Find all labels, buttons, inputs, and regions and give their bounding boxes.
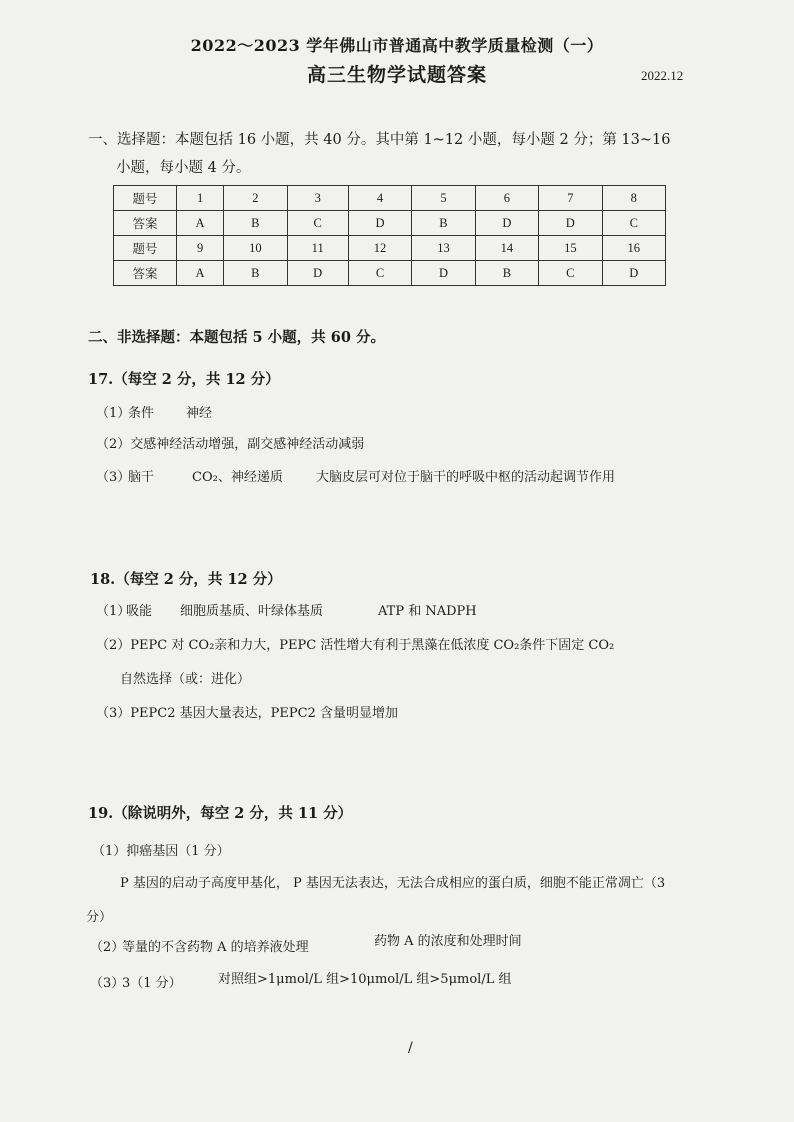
q19-answer-2a: 等量的不含药物 A 的培养液处理 xyxy=(122,940,309,955)
table-cell: 11 xyxy=(287,236,348,261)
table-cell: D xyxy=(602,261,665,286)
q17-answer-3a: 脑干 xyxy=(128,470,155,485)
q19-answer-3-number: （3） xyxy=(90,976,125,991)
table-cell: D xyxy=(287,261,348,286)
table-cell: C xyxy=(539,261,602,286)
q17-answer-2: （2）交感神经活动增强，副交感神经活动减弱 xyxy=(96,437,365,452)
q19-answer-3a: 3（1 分） xyxy=(122,976,182,991)
table-cell: A xyxy=(177,261,224,286)
table-cell: 4 xyxy=(348,186,411,211)
q19-answer-1: （1）抑癌基因（1 分） xyxy=(92,844,230,859)
q19-answer-2b: 药物 A 的浓度和处理时间 xyxy=(374,934,522,949)
q17-answer-1-number: （1） xyxy=(96,406,131,421)
q18-answer-1-number: （1） xyxy=(96,604,131,619)
table-cell: C xyxy=(602,211,665,236)
q18-answer-1b: 细胞质基质、叶绿体基质 xyxy=(180,604,324,619)
q18-answer-1a: 吸能 xyxy=(126,604,153,619)
q17-answer-3c: 大脑皮层可对位于脑干的呼吸中枢的活动起调节作用 xyxy=(316,470,616,485)
q17-answer-1a: 条件 xyxy=(128,406,155,421)
table-cell: 1 xyxy=(177,186,224,211)
table-cell: 5 xyxy=(412,186,475,211)
table-cell: D xyxy=(412,261,475,286)
table-cell: B xyxy=(224,211,287,236)
q19-answer-1b: P 基因的启动子高度甲基化， P 基因无法表达，无法合成相应的蛋白质，细胞不能正常凋亡（3 xyxy=(120,876,666,891)
table-cell: D xyxy=(475,211,538,236)
table-row-label: 答案 xyxy=(114,261,177,286)
q17-answer-3-number: （3） xyxy=(96,470,131,485)
table-cell: 16 xyxy=(602,236,665,261)
table-cell: B xyxy=(475,261,538,286)
section1-instruction-line1: 一、选择题：本题包括 16 小题，共 40 分。其中第 1~12 小题，每小题 2 分；第 13~16 xyxy=(88,132,671,148)
table-cell: 2 xyxy=(224,186,287,211)
exam-title: 2022～2023 学年佛山市普通高中教学质量检测（一） xyxy=(190,36,604,55)
table-row xyxy=(114,236,666,261)
page-mark: / xyxy=(408,1040,413,1056)
q18-answer-3: （3）PEPC2 基因大量表达，PEPC2 含量明显增加 xyxy=(96,706,398,721)
q18-heading: 18.（每空 2 分，共 12 分） xyxy=(90,571,282,588)
q19-answer-3b: 对照组>1μmol/L 组>10μmol/L 组>5μmol/L 组 xyxy=(218,972,512,987)
table-cell: A xyxy=(177,211,224,236)
table-cell: 7 xyxy=(539,186,602,211)
table-row xyxy=(114,186,666,211)
q19-answer-1c: 分） xyxy=(86,910,113,925)
table-cell: C xyxy=(287,211,348,236)
q17-answer-1b: 神经 xyxy=(186,406,213,421)
q18-answer-1c: ATP 和 NADPH xyxy=(378,604,477,619)
q18-answer-2b: 自然选择（或：进化） xyxy=(120,672,251,687)
q17-heading: 17.（每空 2 分，共 12 分） xyxy=(88,371,280,388)
q19-answer-2-number: （2） xyxy=(90,940,125,955)
table-cell: 8 xyxy=(602,186,665,211)
q18-answer-2: （2）PEPC 对 CO₂亲和力大，PEPC 活性增大有利于黑藻在低浓度 CO₂条件下固定 CO₂ xyxy=(96,638,615,653)
table-cell: 6 xyxy=(475,186,538,211)
table-cell: D xyxy=(539,211,602,236)
table-cell: C xyxy=(348,261,411,286)
section2-heading: 二、非选择题：本题包括 5 小题，共 60 分。 xyxy=(88,329,385,346)
table-cell: B xyxy=(224,261,287,286)
table-cell: 3 xyxy=(287,186,348,211)
table-cell: 9 xyxy=(177,236,224,261)
table-cell: B xyxy=(412,211,475,236)
q17-answer-3b: CO₂、神经递质 xyxy=(192,470,283,485)
table-row xyxy=(114,261,666,286)
table-row-label: 题号 xyxy=(114,236,177,261)
table-cell: 13 xyxy=(412,236,475,261)
table-row xyxy=(114,211,666,236)
table-row-label: 答案 xyxy=(114,211,177,236)
q19-heading: 19.（除说明外，每空 2 分，共 11 分） xyxy=(88,805,353,822)
table-cell: D xyxy=(348,211,411,236)
table-cell: 12 xyxy=(348,236,411,261)
table-cell: 14 xyxy=(475,236,538,261)
table-row-label: 题号 xyxy=(114,186,177,211)
table-cell: 10 xyxy=(224,236,287,261)
section1-instruction-line2: 小题，每小题 4 分。 xyxy=(116,160,251,176)
page-title: 高三生物学试题答案 xyxy=(306,64,487,86)
answer-table xyxy=(113,185,666,286)
exam-date: 2022.12 xyxy=(641,68,684,83)
table-cell: 15 xyxy=(539,236,602,261)
